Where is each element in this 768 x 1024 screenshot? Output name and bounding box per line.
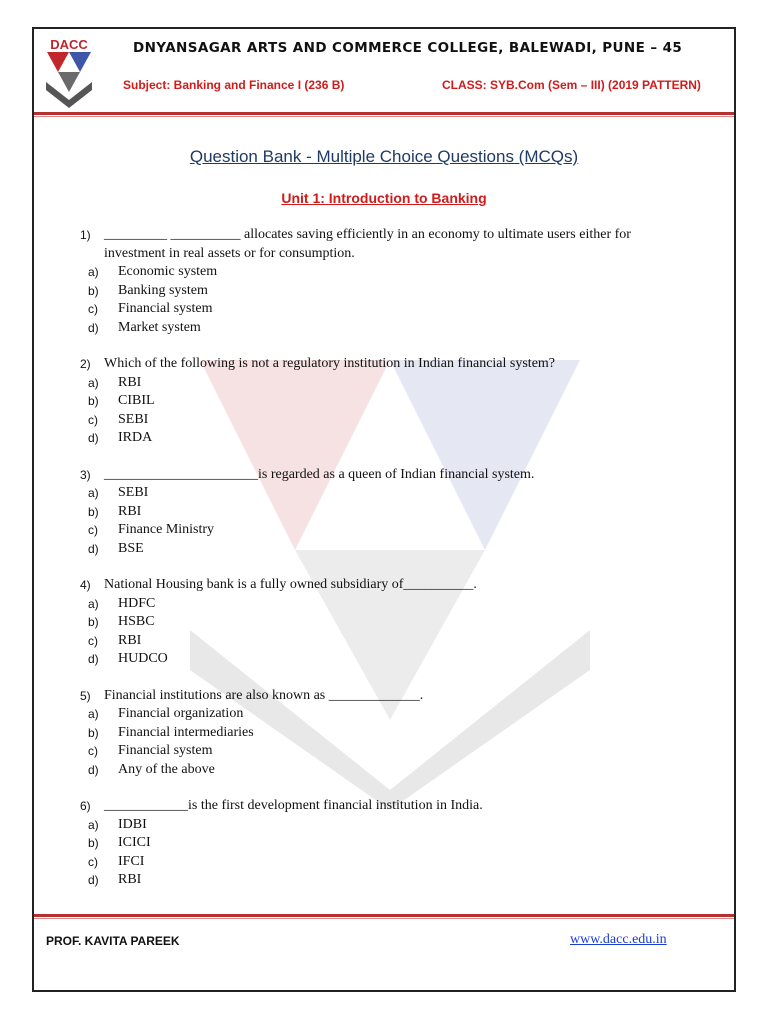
question-text: Which of the following is not a regulatory institution in Indian financial system? [104,356,556,371]
option-text: RBI [118,872,142,887]
option-item [80,374,680,393]
option-item [80,282,680,301]
option-letter: c) [88,302,98,316]
option-text: Financial intermediaries [118,724,254,740]
option-text: SEBI [118,485,149,500]
option-item [80,540,680,559]
option-letter: a) [88,375,99,390]
question-number: 3) [80,467,91,482]
option-text: CIBIL [118,393,155,408]
option-text: HSBC [118,614,155,629]
option-item [80,834,680,853]
question-number: 2) [80,357,91,371]
option-item [80,300,680,319]
author-name: PROF. KAVITA PAREEK [46,934,180,948]
option-item [80,853,680,872]
question-text: ______________________is regarded as a queen of Indian financial system. [104,466,535,482]
option-item [80,484,680,503]
option-letter: c) [88,633,98,648]
option-item [80,650,680,669]
unit-title: Unit 1: Introduction to Banking [281,190,487,206]
logo-text: DACC [50,38,88,52]
question-number: 6) [80,799,91,813]
question-text: Financial institutions are also known as _____________. [104,687,424,703]
footer-divider [34,914,734,917]
option-item [80,871,680,890]
option-item [80,724,680,743]
option-letter: b) [88,836,99,850]
option-item [80,411,680,430]
option-text: Economic system [118,264,218,279]
question-item [80,576,680,669]
option-item [80,705,680,724]
option-item [80,632,680,651]
question-number: 5) [80,688,91,703]
option-text: Financial organization [118,706,244,721]
option-letter: a) [88,486,99,500]
question-item [80,797,680,890]
option-letter: a) [88,265,99,279]
option-text: RBI [118,632,142,648]
class-label: CLASS: SYB.Com (Sem – III) (2019 PATTERN) [442,78,701,92]
option-text: ICICI [118,835,151,850]
option-letter: b) [88,615,99,629]
college-name: DNYANSAGAR ARTS AND COMMERCE COLLEGE, BALEWADI, PUNE – 45 [133,40,683,56]
option-text: RBI [118,374,142,390]
option-item [80,761,680,780]
question-item [80,226,680,337]
option-text: IRDA [118,430,153,445]
option-text: HUDCO [118,651,168,666]
page-title: Question Bank - Multiple Choice Questions (MCQs) [189,147,579,166]
option-text: Financial system [118,743,213,758]
header-divider [34,112,734,115]
question-text: _________ __________ allocates saving efficiently in an economy to ultimate users either for investment in real assets or for consumption. [104,227,631,261]
question-item [80,466,680,559]
college-logo [44,38,94,108]
option-item [80,429,680,448]
option-text: Banking system [118,282,208,298]
question-list [80,226,680,908]
option-text: Any of the above [118,761,215,777]
option-letter: d) [88,431,99,445]
option-letter: c) [88,744,98,758]
question-item [80,355,680,448]
option-text: Market system [118,319,201,335]
option-item [80,595,680,614]
option-text: HDFC [118,595,156,611]
option-letter: d) [88,320,99,335]
option-letter: a) [88,707,99,721]
option-item [80,742,680,761]
option-item [80,503,680,522]
option-item [80,392,680,411]
question-number: 1) [80,228,91,242]
option-item [80,613,680,632]
option-text: SEBI [118,411,149,427]
option-letter: d) [88,762,99,777]
option-letter: a) [88,817,99,832]
question-text: ____________is the first development financial institution in India. [104,798,483,813]
option-text: BSE [118,540,144,556]
website-link[interactable]: www.dacc.edu.in [570,932,667,947]
option-letter: b) [88,725,99,740]
option-item [80,816,680,835]
option-letter: b) [88,504,99,519]
option-letter: b) [88,394,99,408]
option-letter: c) [88,412,98,427]
option-item [80,263,680,282]
option-letter: d) [88,541,99,556]
footer-divider-thin [34,918,734,919]
option-text: IDBI [118,816,147,832]
header-divider-thin [34,116,734,117]
option-text: Finance Ministry [118,522,215,537]
option-item [80,521,680,540]
question-text: National Housing bank is a fully owned subsidiary of__________. [104,577,477,592]
option-text: IFCI [118,853,145,869]
option-item [80,319,680,338]
option-letter: a) [88,596,99,611]
option-letter: c) [88,523,98,537]
option-letter: d) [88,652,99,666]
question-number: 4) [80,578,91,592]
subject-label: Subject: Banking and Finance I (236 B) [123,78,345,92]
option-text: RBI [118,503,142,519]
option-letter: c) [88,854,98,869]
option-letter: b) [88,283,99,298]
question-item [80,687,680,780]
option-letter: d) [88,873,99,887]
option-text: Financial system [118,301,213,316]
